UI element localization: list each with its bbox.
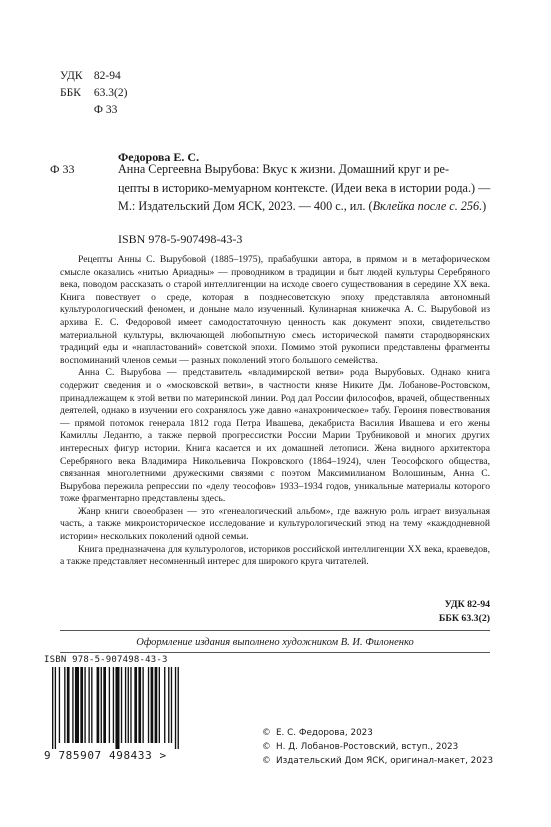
barcode-bar — [97, 667, 100, 743]
barcode-bar — [164, 667, 165, 743]
udk-value: 82-94 — [93, 70, 121, 82]
design-credit: Оформление издания выполнено художником В. И. Филоненко — [136, 637, 414, 648]
barcode-bar — [67, 667, 70, 743]
barcode-digits: 9 785907 498433 > — [44, 749, 167, 762]
isbn-barcode — [44, 655, 196, 768]
barcode-bar — [128, 667, 129, 743]
bbk-label: ББК — [60, 87, 81, 99]
copyright-line: © Издательский Дом ЯСК, оригинал-макет, 2023 — [262, 756, 494, 766]
author-sign-row — [60, 102, 127, 119]
copyright-line: © Н. Д. Лобанов-Ростовский, вступ., 2023 — [262, 742, 459, 752]
copyright-symbol: © — [262, 756, 271, 766]
barcode-bar — [88, 667, 89, 743]
bbk-value: 63.3(2) — [93, 87, 128, 99]
barcode-bar — [84, 667, 85, 743]
title-line-3 — [118, 197, 498, 216]
classification-codes-right — [430, 598, 490, 626]
copyright-block — [262, 726, 493, 768]
barcode-bar — [103, 667, 106, 743]
barcode-bar — [151, 667, 154, 743]
barcode-bar — [138, 667, 141, 743]
barcode-bar — [91, 667, 92, 743]
udk-code-right: УДК 82-94 — [444, 599, 490, 610]
barcode-bar — [113, 667, 114, 743]
copyright-symbol: © — [262, 728, 271, 738]
barcode-bar — [155, 667, 158, 743]
barcode-bar — [168, 667, 169, 743]
insert-note: Вклейка после с. 256. — [372, 199, 483, 213]
author-sign: Ф 33 — [93, 104, 118, 116]
abstract — [60, 254, 490, 569]
barcode-bar — [59, 667, 60, 743]
barcode-bar — [101, 667, 102, 743]
barcode-bar — [175, 667, 176, 749]
bibliographic-title — [118, 160, 498, 216]
title-line-3-end: ) — [482, 199, 487, 213]
barcode-bar — [125, 667, 126, 743]
bbk-row — [60, 85, 127, 102]
barcode-bars — [44, 667, 196, 749]
barcode-bar — [178, 667, 179, 749]
divider — [60, 652, 490, 653]
abstract-paragraph: Жанр книги своеобразен — это «генеалогический альбом», где важную роль играет визуальная часть, а также микроисторическое исследование и культурологический этюд на тему «каждодневной истории» нескольких поколений одной семьи. — [60, 505, 490, 543]
barcode-bar — [142, 667, 143, 743]
abstract-paragraph: Анна С. Вырубова — представитель «владимирской ветви» рода Вырубовых. Однако книга содержит сведения и о «московской ветви», в частности князе Никите Дм. Лобанове-Ростовском, принадлежащем к этой ветви по материнской линии. Род дал России философов, врачей, общественных деятелей, однако в изучении его сохранялось уже давно «анахроническое» табу. Героиня повествования — прямой потомок генерала 1812 года Петра Ивашева, декабриста Василия Ивашева и его жены Камиллы Ледантю, а также первой прогрессистки России Марии Трубниковой и многих других интересных фигур истории. Книга касается и их домашней летописи. Жена видного архитектора Серебряного века Владимира Никольевича Покровского (1864–1924), член Теософского общества, связанная многолетними дружескими связями с поэтом Максимилианом Волошиным, Анна С. Вырубова пережила репрессии по «делу теософов» 1933–1934 годов, уникальные материалы которого тоже фрагментарно представлены здесь. — [60, 367, 490, 505]
barcode-bar — [130, 667, 131, 743]
barcode-bar — [159, 667, 160, 743]
bbk-code-right: ББК 63.3(2) — [438, 613, 490, 624]
author-name: Федорова Е. С. — [118, 150, 200, 164]
udk-label: УДК — [60, 70, 83, 82]
title-line-2: цепты в историко-мемуарном контексте. (Идеи века в истории рода.) — — [118, 180, 491, 195]
barcode-bar — [121, 667, 122, 743]
barcode-bar — [134, 667, 137, 743]
barcode-bar — [148, 667, 149, 743]
barcode-bar — [52, 667, 53, 749]
copyright-symbol: © — [262, 742, 271, 752]
barcode-bar — [72, 667, 73, 743]
abstract-paragraph: Книга предназначена для культурологов, историков российской интеллигенции XX века, краеведов, а также представляет несомненный интерес для широкого круга читателей. — [60, 543, 490, 568]
divider — [60, 630, 490, 631]
copyright-line: © Е. С. Федорова, 2023 — [262, 728, 373, 738]
barcode-bar — [55, 667, 56, 749]
barcode-bar — [109, 667, 110, 743]
barcode-bar — [75, 667, 79, 743]
title-line-3-main: М.: Издательский Дом ЯСК, 2023. — 400 с., ил. ( — [118, 199, 373, 213]
barcode-isbn-text: ISBN 978-5-907498-43-3 — [44, 655, 168, 665]
barcode-bar — [64, 667, 65, 743]
classification-codes — [60, 68, 127, 119]
title-line-1: Анна Сергеевна Вырубова: Вкус к жизни. Домашний круг и ре- — [118, 162, 450, 176]
udk-row — [60, 68, 127, 85]
abstract-paragraph: Рецепты Анны С. Вырубовой (1885–1975), прабабушки автора, в прямом и в метафорическом смысле оказались «нитью Ариадны» — проводником в традиции и быт людей культуры Серебряного века, поводом рассказать о старой интеллигенции на исходе своего существования в середине XX века. Книга повествует о среде, которая в позднесоветскую эпоху представляла автономный культурологический феномен, и доныне мало изученный. Кулинарная книжечка А. С. Вырубовой из архива Е. С. Федоровой имеет самодостаточную ценность как документ эпохи, свидетельство материальной культуры, включающей любопытную смесь исторической памяти стародворянских традиций еды и «напластований» советской эпохи. Помимо этой рукописи представлены фрагменты воспоминаний членов семьи — разных поколений этого большого семейства. — [60, 254, 490, 366]
isbn: ISBN 978-5-907498-43-3 — [118, 232, 243, 246]
side-author-sign: Ф 33 — [50, 162, 75, 176]
barcode-bar — [171, 667, 172, 743]
barcode-bar — [80, 667, 83, 743]
barcode-bar — [115, 667, 119, 749]
